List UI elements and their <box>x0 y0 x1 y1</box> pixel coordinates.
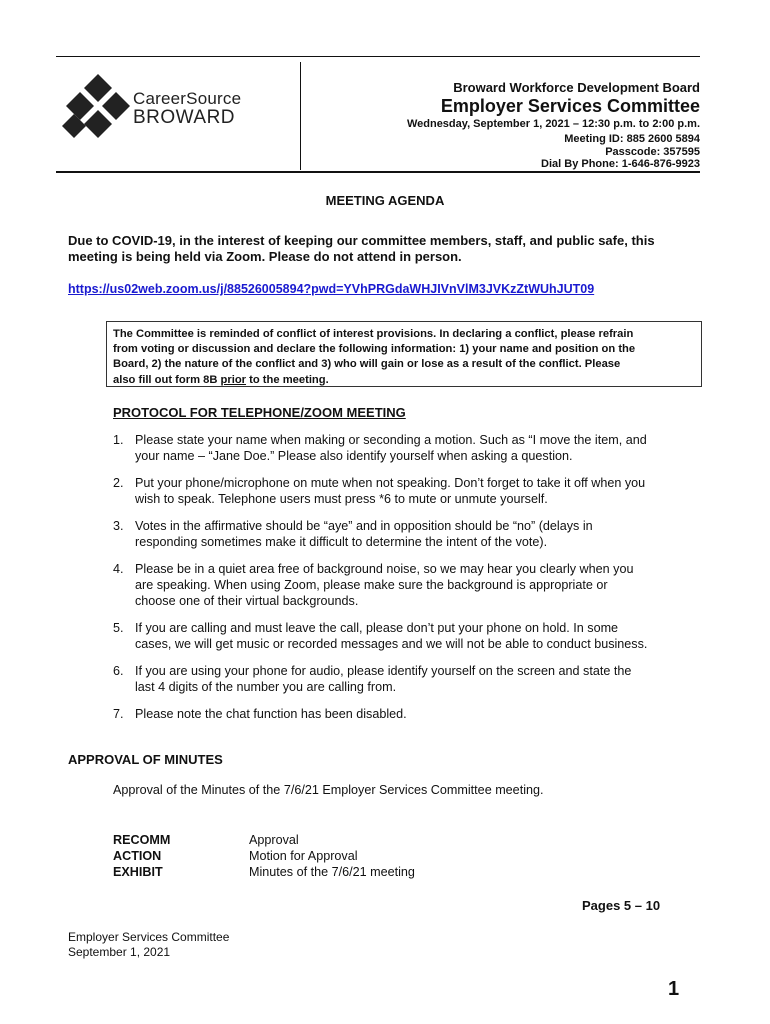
protocol-item-line: Please be in a quiet area free of background noise, so we may hear you clearly when you <box>135 562 634 576</box>
value-recomm: Approval <box>249 833 299 847</box>
protocol-item <box>113 561 705 609</box>
dial-phone: Dial By Phone: 1-646-876-9923 <box>541 158 700 170</box>
covid-line-2: meeting is being held via Zoom. Please do not attend in person. <box>68 249 462 264</box>
page-title: MEETING AGENDA <box>325 193 445 208</box>
recomm-values <box>249 832 415 880</box>
covid-notice <box>68 233 708 265</box>
notice-line-4-post: to the meeting. <box>246 373 329 386</box>
notice-line-4-prior: prior <box>220 373 247 386</box>
protocol-item-number: 5. <box>113 621 124 635</box>
protocol-item <box>113 518 705 550</box>
minutes-description: Approval of the Minutes of the 7/6/21 Employer Services Committee meeting. <box>113 783 544 797</box>
logo-wordmark <box>133 89 241 127</box>
notice-line-2: from voting or discussion and declare the following information: 1) your name and position on the <box>113 343 636 356</box>
protocol-item-line: If you are using your phone for audio, please identify yourself on the screen and state the <box>135 664 632 678</box>
passcode: Passcode: 357595 <box>605 146 700 158</box>
notice-line-4 <box>113 373 695 388</box>
protocol-item <box>113 663 705 695</box>
protocol-item-line: If you are calling and must leave the call, please don’t put your phone on hold. In some <box>135 621 619 635</box>
protocol-item-number: 4. <box>113 562 124 576</box>
protocol-item-line: cases, we will get music or recorded messages and we will not be able to conduct business. <box>135 637 648 651</box>
footer-date: September 1, 2021 <box>68 945 171 959</box>
protocol-item <box>113 432 705 464</box>
notice-line-1: The Committee is reminded of conflict of interest provisions. In declaring a conflict, please refrain <box>113 328 634 340</box>
protocol-item-line: Votes in the affirmative should be “aye” and in opposition should be “no” (delays in <box>135 519 593 533</box>
header-divider <box>300 62 301 170</box>
protocol-item-line: last 4 digits of the number you are calling from. <box>135 680 397 694</box>
label-exhibit: EXHIBIT <box>113 865 163 879</box>
protocol-item <box>113 475 705 507</box>
logo-line-2: BROWARD <box>133 107 236 128</box>
notice-line-3: Board, 2) the nature of the conflict and 3) who will gain or lose as a result of the conflict. Please <box>113 358 621 371</box>
protocol-item-line: responding sometimes make it difficult to determine the intent of the vote). <box>135 535 548 549</box>
meeting-id: Meeting ID: 885 2600 5894 <box>564 133 700 145</box>
protocol-item-line: are speaking. When using Zoom, please make sure the background is appropriate or <box>135 578 608 592</box>
zoom-meeting-link[interactable]: https://us02web.zoom.us/j/88526005894?pwd=YVhPRGdaWHJIVnVlM3JVKzZtWUhJUT09 <box>68 282 595 296</box>
recomm-labels <box>113 832 170 880</box>
label-action: ACTION <box>113 849 162 863</box>
protocol-item <box>113 706 705 722</box>
logo-line-1: CareerSource <box>133 89 242 108</box>
notice-line-4-pre: also fill out form 8B <box>113 373 221 386</box>
protocol-item-line: choose one of their virtual backgrounds. <box>135 594 359 608</box>
page-number: 1 <box>668 978 680 1000</box>
exhibit-pages: Pages 5 – 10 <box>582 898 661 913</box>
protocol-item-number: 6. <box>113 664 124 678</box>
footer <box>68 930 229 960</box>
protocol-item-line: your name – “Jane Doe.” Please also identify yourself when asking a question. <box>135 449 573 463</box>
protocol-item-line: Please note the chat function has been disabled. <box>135 707 407 721</box>
conflict-of-interest-notice <box>106 321 702 387</box>
protocol-item-number: 7. <box>113 707 124 721</box>
protocol-item-line: Put your phone/microphone on mute when not speaking. Don’t forget to take it off when you <box>135 476 646 490</box>
protocol-item-number: 3. <box>113 519 124 533</box>
board-name: Broward Workforce Development Board <box>453 80 700 95</box>
protocol-item-number: 2. <box>113 476 124 490</box>
protocol-item-line: Please state your name when making or seconding a motion. Such as “I move the item, and <box>135 433 647 447</box>
value-exhibit: Minutes of the 7/6/21 meeting <box>249 865 415 879</box>
protocol-heading: PROTOCOL FOR TELEPHONE/ZOOM MEETING <box>113 405 406 420</box>
covid-line-1: Due to COVID-19, in the interest of keeping our committee members, staff, and public safe, this <box>68 233 655 248</box>
protocol-item-line: wish to speak. Telephone users must press *6 to mute or unmute yourself. <box>135 492 548 506</box>
minutes-heading: APPROVAL OF MINUTES <box>68 752 223 767</box>
protocol-item-number: 1. <box>113 433 124 447</box>
meeting-date: Wednesday, September 1, 2021 – 12:30 p.m. to 2:00 p.m. <box>406 118 700 130</box>
label-recomm: RECOMM <box>113 833 171 847</box>
committee-name: Employer Services Committee <box>440 96 700 116</box>
footer-committee: Employer Services Committee <box>68 930 230 944</box>
protocol-list <box>113 432 705 733</box>
value-action: Motion for Approval <box>249 849 358 863</box>
protocol-item <box>113 620 705 652</box>
top-rule <box>56 56 700 57</box>
